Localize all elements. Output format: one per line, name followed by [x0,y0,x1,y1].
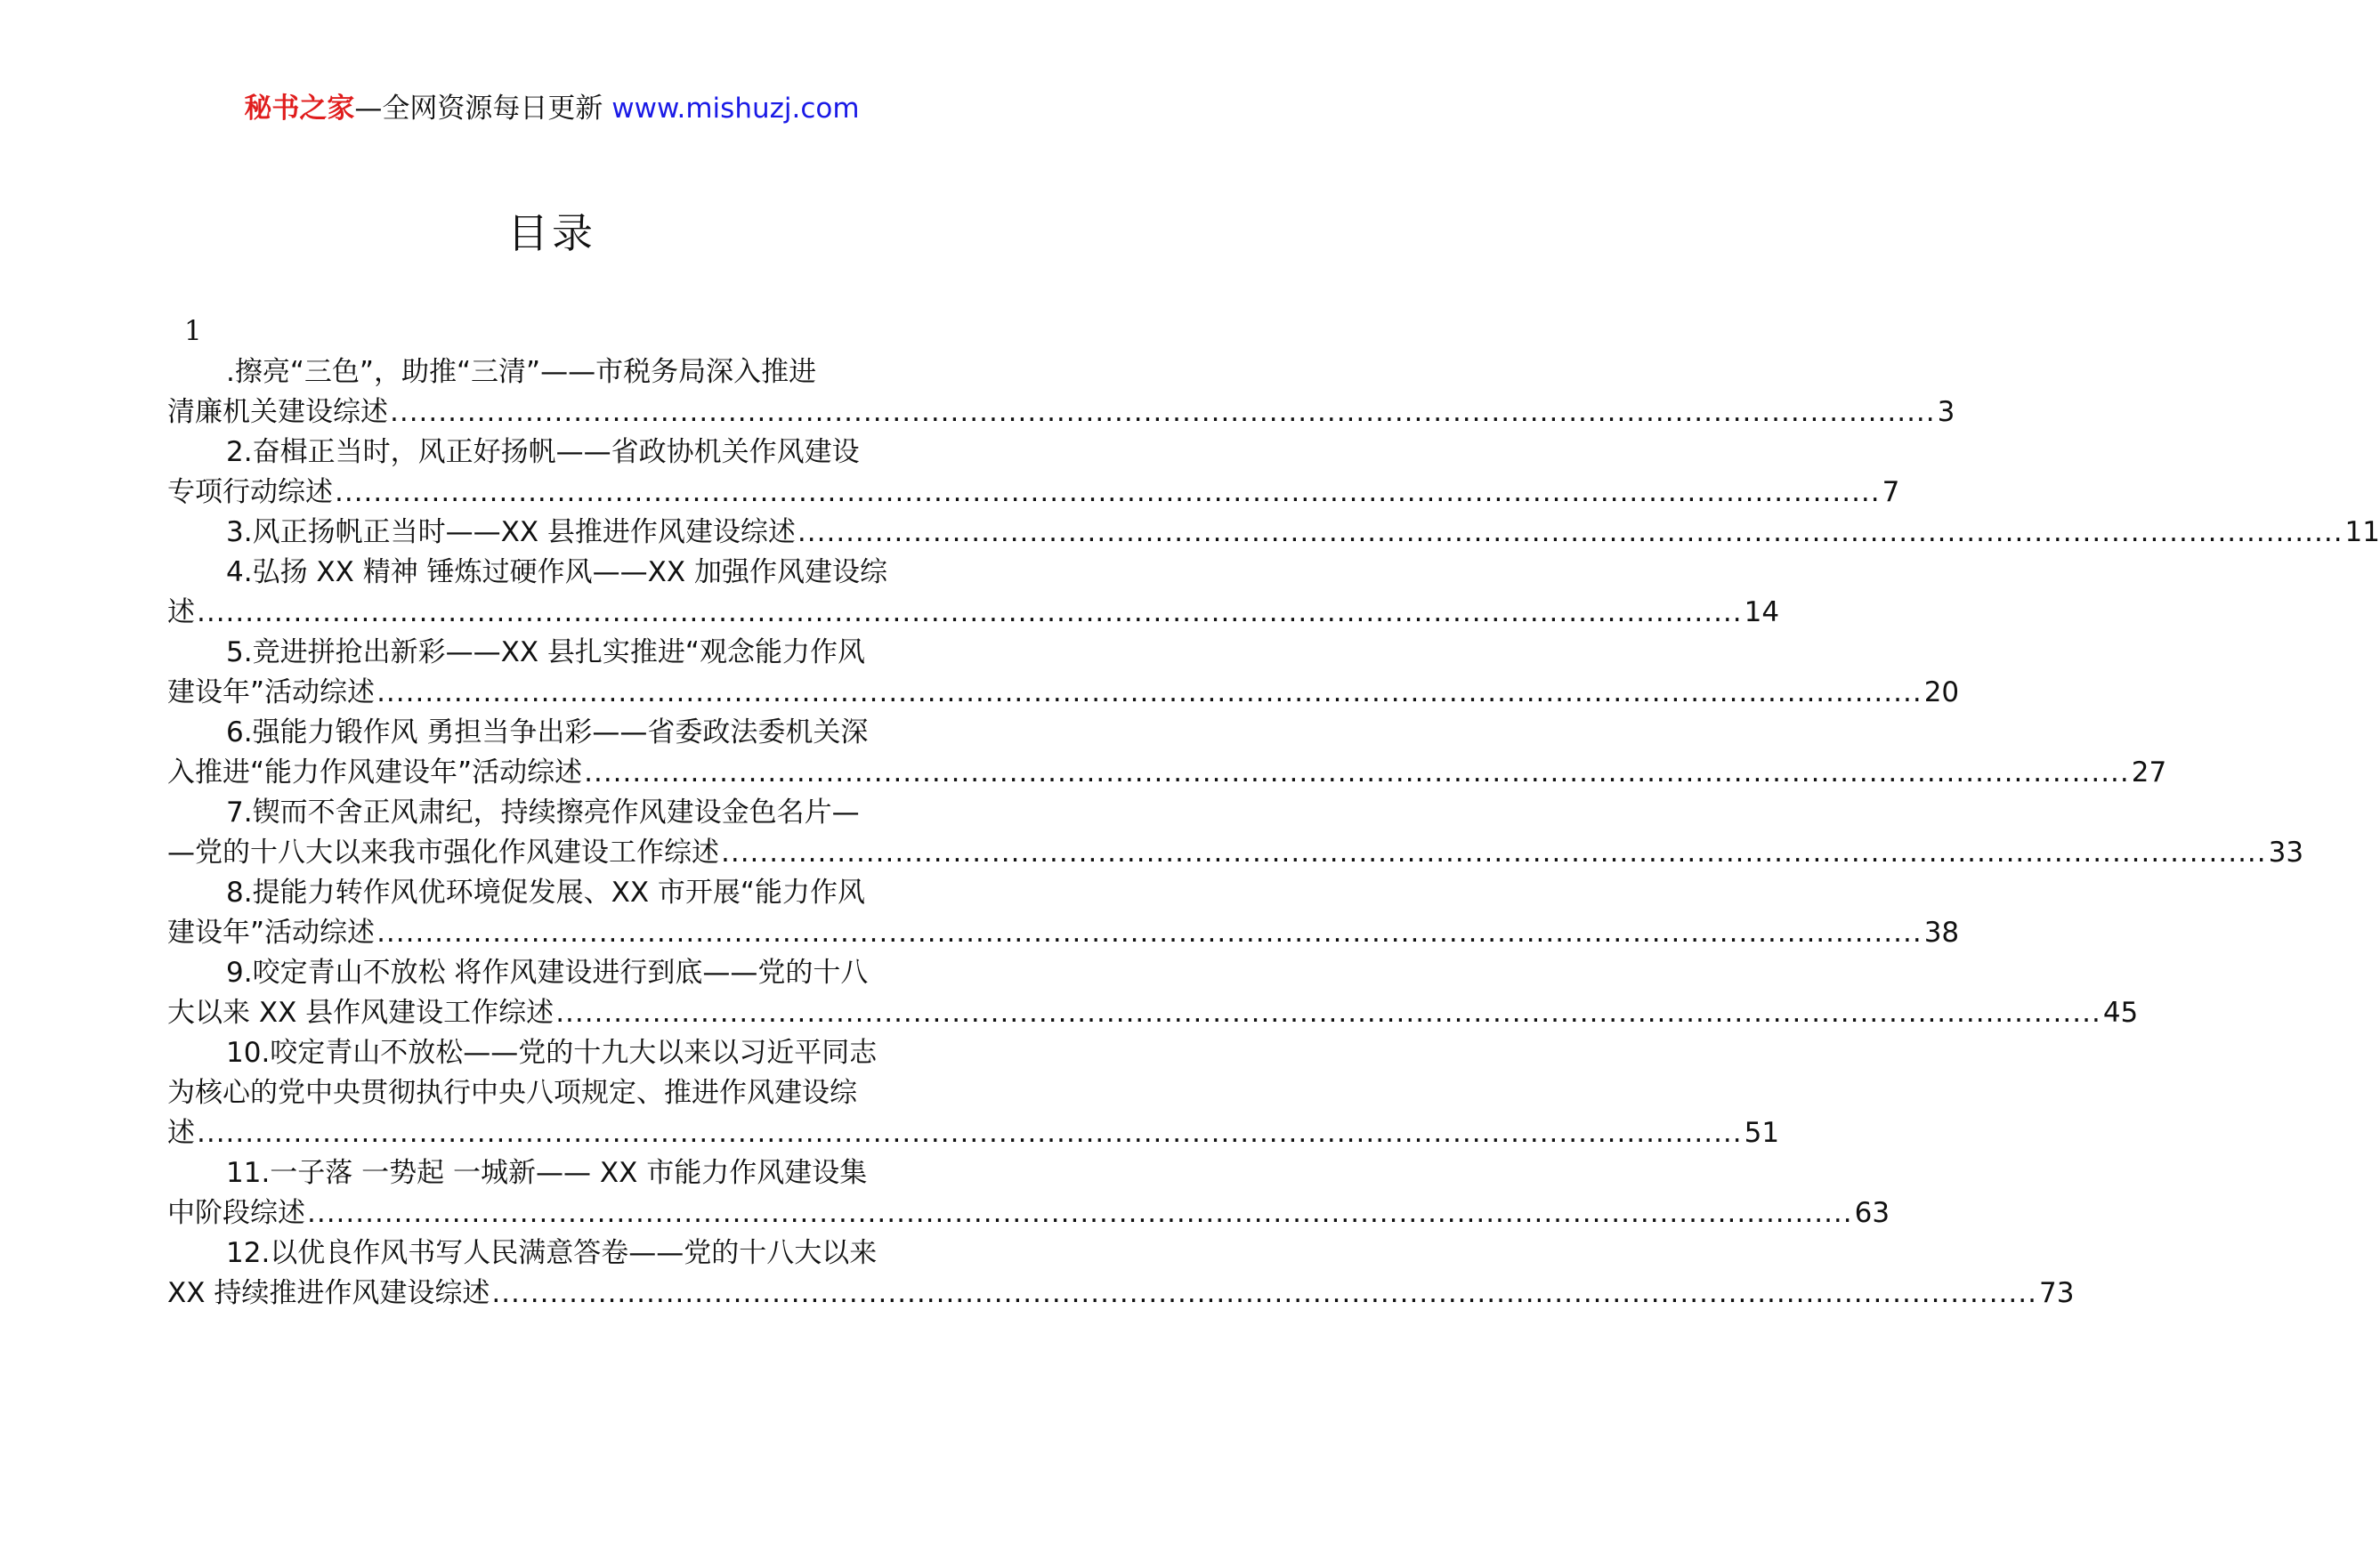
toc-entry-line [167,673,1960,713]
toc-entry-text: 入推进“能力作风建设年”活动综述 [167,756,583,789]
toc-entry-text: 7.锲而不舍正风肃纪，持续擦亮作风建设金色名片— [226,797,860,829]
toc-entry[interactable] [167,1033,1780,1153]
toc-entry-text: 专项行动综述 [167,476,333,508]
toc-entry-text: 6.强能力锻作风 勇担当争出彩——省委政法委机关深 [226,716,869,748]
toc-entry[interactable] [167,513,2380,553]
toc-entry-line [167,1193,1890,1233]
toc-entry-line [167,993,2139,1033]
toc-page-number: 51 [1744,1117,1780,1149]
toc-entry-line [167,913,1960,953]
toc-entry-text: 为核心的党中央贯彻执行中央八项规定、推进作风建设综 [167,1077,857,1109]
toc-entry[interactable] [167,352,1955,433]
toc-page-number: 11 [2344,516,2380,548]
toc-entry-text: 3.风正扬帆正当时——XX 县推进作风建设综述 [226,516,796,548]
toc-page-number: 45 [2102,997,2139,1029]
toc-leader-dots: ................................................................................................................................................................ [584,756,2130,789]
toc-leader-dots: ................................................................................................................................................................ [335,476,1881,508]
toc-entry-text: 5.竞进拼抢出新彩——XX 县扎实推进“观念能力作风 [226,636,865,668]
toc-entry-text: 述 [167,596,195,628]
site-url-link[interactable]: www.mishuzj.com [611,93,860,125]
toc-entry-line [167,593,1780,633]
toc-entry-text: 中阶段综述 [167,1197,305,1229]
toc-entry-line [167,833,2304,873]
toc-entry[interactable] [167,953,2139,1033]
toc-entry-text: 述 [167,1117,195,1149]
toc-entry-line [167,1073,933,1113]
page-title: 目录 [507,209,596,257]
toc-page-number: 14 [1744,596,1780,628]
toc-entry-line [167,1153,933,1193]
toc-entry[interactable] [167,553,1780,633]
toc-entry-line [167,1233,933,1274]
toc-entry-line [167,352,933,392]
header-tagline: —全网资源每日更新 [354,93,612,125]
toc-entry-text: 建设年”活动综述 [167,676,376,708]
toc-entry-text: XX 持续推进作风建设综述 [167,1277,490,1309]
toc-entry-line [167,873,933,913]
toc-entry-line [167,793,933,833]
toc-entry-text: 11.一子落 一势起 一城新—— XX 市能力作风建设集 [226,1157,868,1189]
toc-entry[interactable] [167,1153,1890,1233]
toc-leader-dots: ................................................................................................................................................................ [555,997,2101,1029]
brand-name: 秘书之家 [244,93,355,125]
toc-entry[interactable] [167,793,2304,873]
toc-entry-text: 12.以优良作风书写人民满意答卷——党的十八大以来 [226,1237,878,1269]
toc-entry-line [167,1274,2075,1314]
toc-leader-dots: ................................................................................................................................................................ [307,1197,1853,1229]
toc-leader-dots: ................................................................................................................................................................ [376,676,1923,708]
toc-leader-dots: ................................................................................................................................................................ [797,516,2344,548]
toc-page-number: 3 [1937,396,1955,428]
toc-entry-text: 建设年”活动综述 [167,917,376,949]
toc-entry-text: 2.奋楫正当时，风正好扬帆——省政协机关作风建设 [226,436,860,468]
toc-page-number: 73 [2038,1277,2075,1309]
toc-entry-line [167,753,2167,793]
toc-entry-line [167,513,2380,553]
toc-entry-line [167,473,1900,513]
toc-page-number: 33 [2268,837,2304,869]
toc-leader-dots: ................................................................................................................................................................ [390,396,1936,428]
toc-entry-line [167,433,933,473]
table-of-contents [167,352,2380,1314]
toc-entry-line [167,392,1955,433]
toc-entry-text: 8.提能力转作风优环境促发展、XX 市开展“能力作风 [226,877,865,909]
toc-page-number: 20 [1923,676,1960,708]
toc-entry-line [167,1033,933,1073]
toc-entry-text: 大以来 XX 县作风建设工作综述 [167,997,555,1029]
toc-page-number: 38 [1923,917,1960,949]
toc-entry-text: 10.咬定青山不放松——党的十九大以来以习近平同志 [226,1037,878,1069]
toc-entry-line [167,553,933,593]
toc-entry-text: 9.咬定青山不放松 将作风建设进行到底——党的十八 [226,957,869,989]
toc-entry-text: 清廉机关建设综述 [167,396,388,428]
toc-entry-text: .擦亮“三色”，助推“三清”——市税务局深入推进 [226,356,817,388]
toc-entry-text: 4.弘扬 XX 精神 锤炼过硬作风——XX 加强作风建设综 [226,556,887,588]
toc-entry[interactable] [167,433,1900,513]
toc-entry-text: —党的十八大以来我市强化作风建设工作综述 [167,837,719,869]
toc-leader-dots: ................................................................................................................................................................ [376,917,1923,949]
toc-leader-dots: ................................................................................................................................................................ [197,1117,1743,1149]
toc-entry[interactable] [167,1233,2075,1314]
toc-entry[interactable] [167,873,1960,953]
toc-page-number: 27 [2131,756,2167,789]
toc-leader-dots: ................................................................................................................................................................ [491,1277,2037,1309]
toc-page-number: 63 [1854,1197,1890,1229]
toc-page-number: 7 [1882,476,1900,508]
toc-entry-line [167,953,933,993]
toc-leader-dots: ................................................................................................................................................................ [721,837,2267,869]
site-header [0,89,1104,128]
toc-leader-dots: ................................................................................................................................................................ [197,596,1743,628]
toc-entry-line [167,713,933,753]
toc-entry[interactable] [167,713,2167,793]
toc-entry-line [167,633,933,673]
toc-number-marker: 1 [184,315,202,347]
toc-entry-line [167,1113,1780,1153]
toc-entry[interactable] [167,633,1960,713]
